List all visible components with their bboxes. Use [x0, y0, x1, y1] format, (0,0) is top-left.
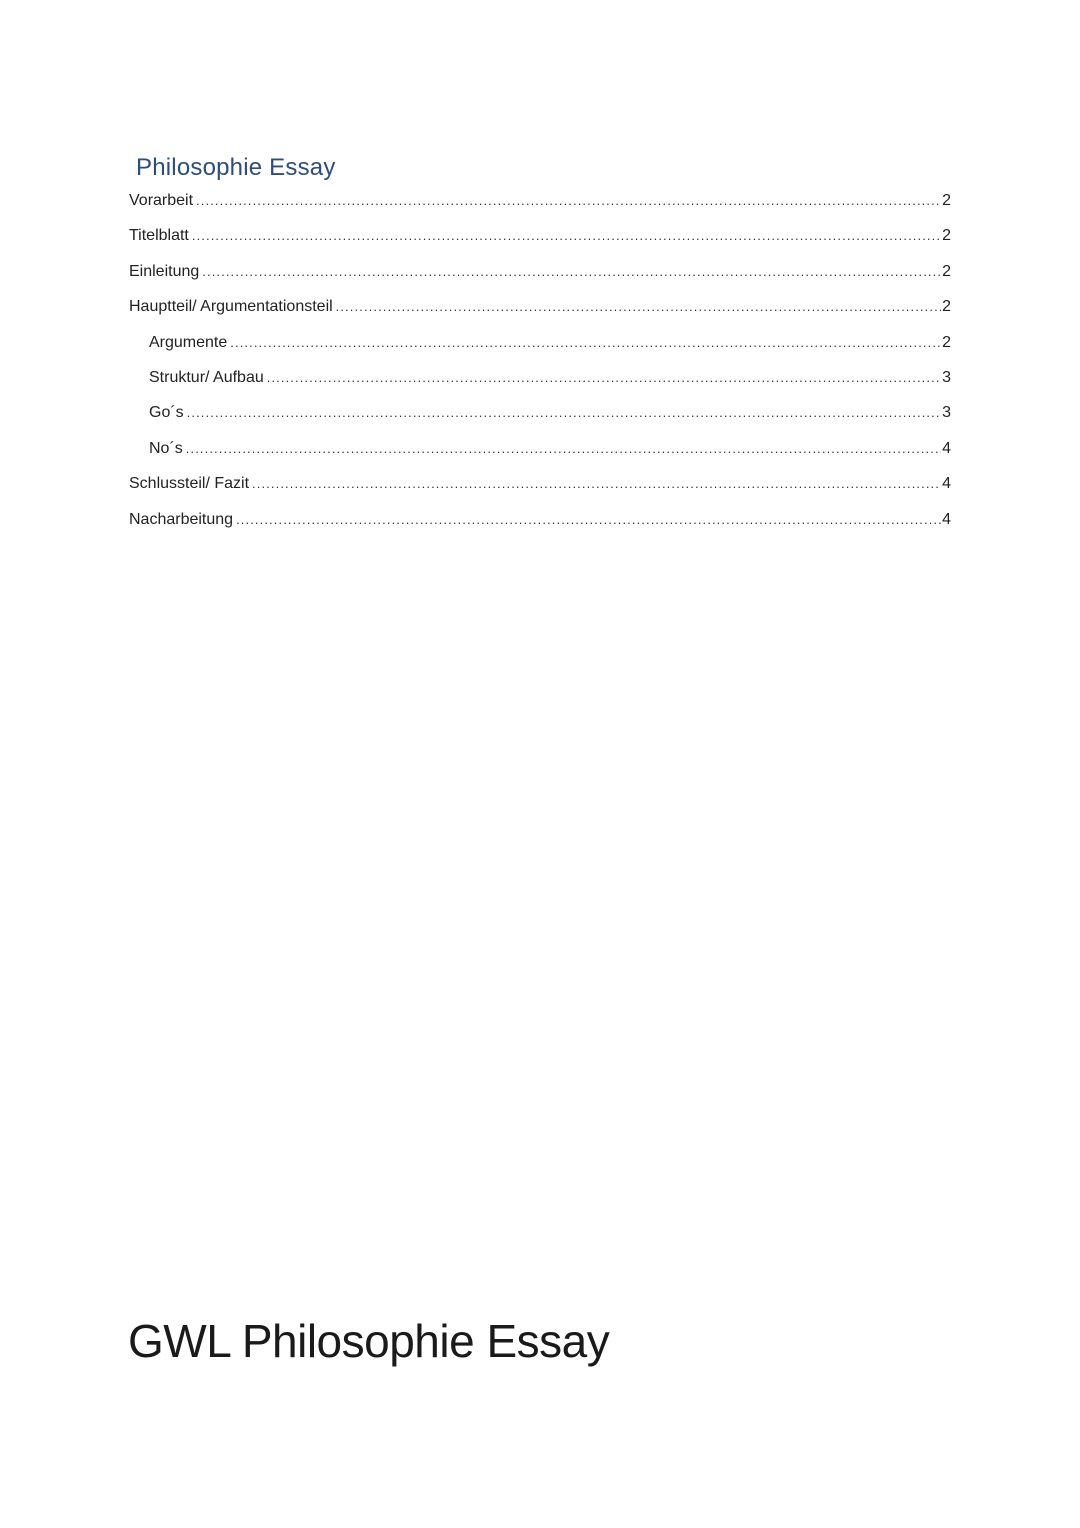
toc-subentry[interactable]	[129, 401, 951, 436]
toc-entry[interactable]	[129, 224, 951, 259]
toc-subentry[interactable]	[129, 366, 951, 401]
toc-entry-label: No´s	[149, 439, 183, 457]
toc-dot-leader	[196, 189, 941, 213]
toc-entry-page: 2	[942, 227, 951, 245]
table-of-contents	[129, 189, 951, 543]
toc-entry-page: 2	[942, 262, 951, 280]
toc-entry[interactable]	[129, 472, 951, 507]
toc-subentry[interactable]	[129, 437, 951, 472]
toc-entry-label: Nacharbeitung	[129, 510, 234, 528]
toc-dot-leader	[202, 260, 941, 284]
toc-dot-leader	[267, 366, 941, 390]
toc-entry[interactable]	[129, 189, 951, 224]
toc-subentry[interactable]	[129, 331, 951, 366]
toc-entry-page: 2	[942, 333, 951, 351]
toc-entry-label: Schlussteil/ Fazit	[129, 475, 250, 493]
toc-entry[interactable]	[129, 508, 951, 543]
toc-entry[interactable]	[129, 295, 951, 330]
document-title: GWL Philosophie Essay	[128, 1315, 610, 1367]
toc-entry-label: Argumente	[149, 333, 228, 351]
toc-heading: Philosophie Essay	[136, 154, 336, 181]
toc-entry[interactable]	[129, 260, 951, 295]
toc-dot-leader	[236, 508, 941, 532]
toc-entry-label: Go´s	[149, 404, 184, 422]
toc-entry-page: 2	[942, 298, 951, 316]
toc-dot-leader	[230, 331, 941, 355]
toc-entry-label: Hauptteil/ Argumentationsteil	[129, 298, 333, 316]
toc-entry-label: Einleitung	[129, 262, 200, 280]
toc-entry-page: 4	[942, 510, 951, 528]
toc-entry-page: 4	[942, 439, 951, 457]
toc-entry-page: 3	[942, 404, 951, 422]
toc-dot-leader	[336, 295, 941, 319]
toc-dot-leader	[187, 401, 941, 425]
toc-entry-label: Titelblatt	[129, 227, 189, 245]
toc-dot-leader	[192, 224, 941, 248]
toc-entry-page: 2	[942, 192, 951, 209]
toc-entry-label: Vorarbeit	[129, 192, 194, 209]
toc-entry-page: 3	[942, 368, 951, 386]
toc-dot-leader	[186, 437, 941, 461]
toc-entry-page: 4	[942, 475, 951, 493]
toc-entry-label: Struktur/ Aufbau	[149, 368, 264, 386]
toc-dot-leader	[252, 472, 941, 496]
